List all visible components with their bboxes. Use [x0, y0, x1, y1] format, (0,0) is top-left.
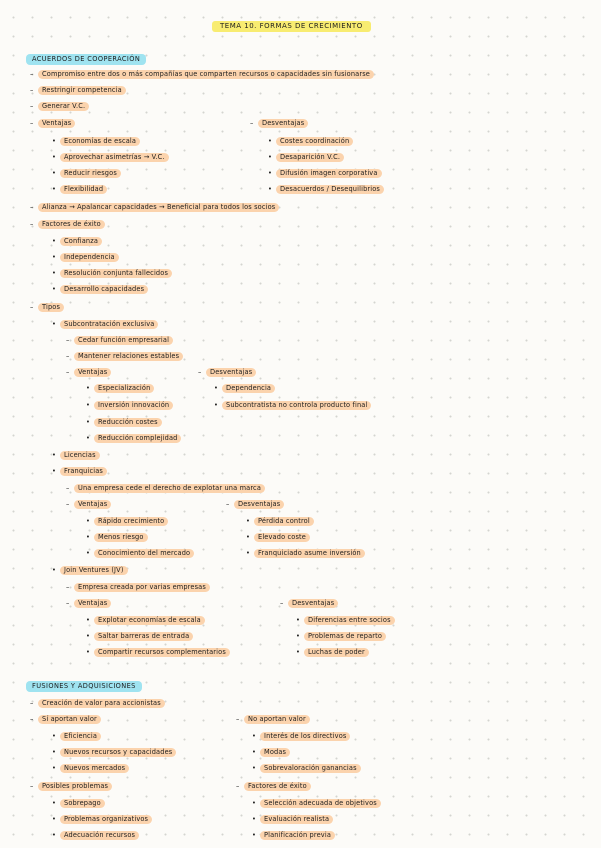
- bullet-dot: •: [252, 799, 257, 807]
- bullet-dash: –: [198, 368, 202, 376]
- list-item: Confianza: [60, 237, 102, 246]
- list-item: Costes coordinación: [276, 137, 353, 146]
- bullet-dot: •: [86, 384, 91, 392]
- label-si-aportan: Sí aportan valor: [38, 715, 101, 724]
- label-tipos: Tipos: [38, 303, 64, 312]
- bullet-dot: •: [52, 799, 57, 807]
- bullet-dot: •: [86, 616, 91, 624]
- bullet-dash: –: [66, 368, 70, 376]
- list-item: Desaparición V.C.: [276, 153, 344, 162]
- list-item: Sobrevaloración ganancias: [260, 764, 361, 773]
- list-item: Desacuerdos / Desequilibrios: [276, 185, 384, 194]
- section-heading-acuerdos: ACUERDOS DE COOPERACIÓN: [26, 54, 146, 65]
- bullet-dash: –: [66, 583, 70, 591]
- bullet-dot: •: [52, 831, 57, 839]
- list-item: Compartir recursos complementarios: [94, 648, 230, 657]
- bullet-dash: –: [250, 119, 254, 127]
- bullet-dash: –: [66, 500, 70, 508]
- list-item: Especialización: [94, 384, 154, 393]
- list-item: Aprovechar asimetrías → V.C.: [60, 153, 169, 162]
- bullet-dot: •: [52, 764, 57, 772]
- list-item: Franquiciado asume inversión: [254, 549, 365, 558]
- bullet-dash: –: [30, 699, 34, 707]
- label-desventajas: Desventajas: [206, 368, 256, 377]
- bullet-dash: –: [30, 220, 34, 228]
- list-item: Reducir riesgos: [60, 169, 121, 178]
- label-franquicias: Franquicias: [60, 467, 107, 476]
- label-ventajas: Ventajas: [74, 368, 111, 377]
- list-item: Pérdida control: [254, 517, 314, 526]
- list-item: Explotar economías de escala: [94, 616, 205, 625]
- bullet-dot: •: [268, 169, 273, 177]
- list-item: Inversión innovación: [94, 401, 173, 410]
- bullet-dot: •: [52, 467, 57, 475]
- bullet-dot: •: [52, 169, 57, 177]
- bullet-dot: •: [296, 648, 301, 656]
- bullet-dot: •: [52, 185, 57, 193]
- list-item: Selección adecuada de objetivos: [260, 799, 381, 808]
- bullet-dot: •: [214, 384, 219, 392]
- bullet-dash: –: [30, 303, 34, 311]
- bullet-dash: –: [226, 500, 230, 508]
- section-heading-fusiones: FUSIONES Y ADQUISICIONES: [26, 681, 142, 692]
- list-item: Menos riesgo: [94, 533, 148, 542]
- bullet-dot: •: [52, 320, 57, 328]
- bullet-dot: •: [268, 185, 273, 193]
- list-item: Rápido crecimiento: [94, 517, 168, 526]
- note-jv: Empresa creada por varias empresas: [74, 583, 210, 592]
- list-item: Diferencias entre socios: [304, 616, 395, 625]
- list-item: Nuevos mercados: [60, 764, 129, 773]
- label-factores: Factores de éxito: [244, 782, 311, 791]
- list-item: Interés de los directivos: [260, 732, 350, 741]
- bullet-dot: •: [52, 237, 57, 245]
- label-factores: Factores de éxito: [38, 220, 105, 229]
- note-restringir: Restringir competencia: [38, 86, 126, 95]
- bullet-dot: •: [52, 566, 57, 574]
- label-desventajas: Desventajas: [258, 119, 308, 128]
- bullet-dash: –: [66, 484, 70, 492]
- bullet-dot: •: [86, 632, 91, 640]
- bullet-dot: •: [246, 533, 251, 541]
- bullet-dot: •: [52, 451, 57, 459]
- bullet-dot: •: [252, 732, 257, 740]
- list-item: Conocimiento del mercado: [94, 549, 194, 558]
- bullet-dash: –: [236, 715, 240, 723]
- bullet-dot: •: [52, 137, 57, 145]
- list-item: Problemas organizativos: [60, 815, 152, 824]
- bullet-dot: •: [52, 153, 57, 161]
- list-item: Economías de escala: [60, 137, 140, 146]
- bullet-dot: •: [86, 533, 91, 541]
- bullet-dash: –: [30, 86, 34, 94]
- list-item: Problemas de reparto: [304, 632, 386, 641]
- bullet-dot: •: [246, 517, 251, 525]
- label-no-aportan: No aportan valor: [244, 715, 310, 724]
- definition-acuerdos: Compromiso entre dos o más compañías que comparten recursos o capacidades sin fusionarse: [38, 70, 374, 79]
- label-licencias: Licencias: [60, 451, 100, 460]
- list-item: Evaluación realista: [260, 815, 333, 824]
- bullet-dot: •: [214, 401, 219, 409]
- bullet-dot: •: [86, 434, 91, 442]
- label-ventajas: Ventajas: [38, 119, 75, 128]
- bullet-dash: –: [30, 715, 34, 723]
- list-item: Dependencia: [222, 384, 275, 393]
- list-item: Nuevos recursos y capacidades: [60, 748, 176, 757]
- list-item: Sobrepago: [60, 799, 105, 808]
- bullet-dash: –: [280, 599, 284, 607]
- bullet-dot: •: [52, 815, 57, 823]
- bullet-dot: •: [86, 517, 91, 525]
- list-item: Elevado coste: [254, 533, 310, 542]
- bullet-dash: –: [30, 782, 34, 790]
- note-creacion: Creación de valor para accionistas: [38, 699, 165, 708]
- list-item: Desarrollo capacidades: [60, 285, 148, 294]
- bullet-dash: –: [236, 782, 240, 790]
- label-ventajas: Ventajas: [74, 500, 111, 509]
- list-item: Mantener relaciones estables: [74, 352, 183, 361]
- note-alianza: Alianza → Apalancar capacidades → Beneficial para todos los socios: [38, 203, 279, 212]
- bullet-dot: •: [52, 748, 57, 756]
- note-generar: Generar V.C.: [38, 102, 89, 111]
- list-item: Reducción costes: [94, 418, 162, 427]
- list-item: Resolución conjunta fallecidos: [60, 269, 172, 278]
- label-desventajas: Desventajas: [234, 500, 284, 509]
- label-problemas: Posibles problemas: [38, 782, 112, 791]
- bullet-dot: •: [252, 764, 257, 772]
- bullet-dot: •: [86, 549, 91, 557]
- list-item: Cedar función empresarial: [74, 336, 173, 345]
- bullet-dash: –: [66, 336, 70, 344]
- list-item: Saltar barreras de entrada: [94, 632, 193, 641]
- label-ventajas: Ventajas: [74, 599, 111, 608]
- bullet-dot: •: [86, 648, 91, 656]
- bullet-dot: •: [268, 153, 273, 161]
- bullet-dot: •: [52, 732, 57, 740]
- bullet-dash: –: [66, 352, 70, 360]
- bullet-dot: •: [52, 285, 57, 293]
- list-item: Flexibilidad: [60, 185, 107, 194]
- list-item: Modas: [260, 748, 290, 757]
- list-item: Subcontratista no controla producto final: [222, 401, 371, 410]
- list-item: Independencia: [60, 253, 119, 262]
- list-item: Difusión imagen corporativa: [276, 169, 382, 178]
- bullet-dot: •: [296, 632, 301, 640]
- bullet-dot: •: [52, 269, 57, 277]
- note-franquicias: Una empresa cede el derecho de explotar una marca: [74, 484, 265, 493]
- bullet-dash: –: [30, 102, 34, 110]
- bullet-dot: •: [52, 253, 57, 261]
- bullet-dash: –: [30, 119, 34, 127]
- bullet-dot: •: [296, 616, 301, 624]
- bullet-dash: –: [66, 599, 70, 607]
- list-item: Planificación previa: [260, 831, 335, 840]
- bullet-dot: •: [268, 137, 273, 145]
- bullet-dash: –: [30, 70, 34, 78]
- bullet-dot: •: [86, 418, 91, 426]
- bullet-dot: •: [86, 401, 91, 409]
- bullet-dot: •: [246, 549, 251, 557]
- bullet-dot: •: [252, 748, 257, 756]
- bullet-dot: •: [252, 815, 257, 823]
- label-jv: Join Ventures (JV): [60, 566, 128, 575]
- label-desventajas: Desventajas: [288, 599, 338, 608]
- list-item: Eficiencia: [60, 732, 101, 741]
- list-item: Reducción complejidad: [94, 434, 181, 443]
- list-item: Adecuación recursos: [60, 831, 139, 840]
- bullet-dash: –: [30, 203, 34, 211]
- bullet-dot: •: [252, 831, 257, 839]
- label-subcontratacion: Subcontratación exclusiva: [60, 320, 158, 329]
- page-title: TEMA 10. FORMAS DE CRECIMIENTO: [212, 21, 371, 32]
- list-item: Luchas de poder: [304, 648, 369, 657]
